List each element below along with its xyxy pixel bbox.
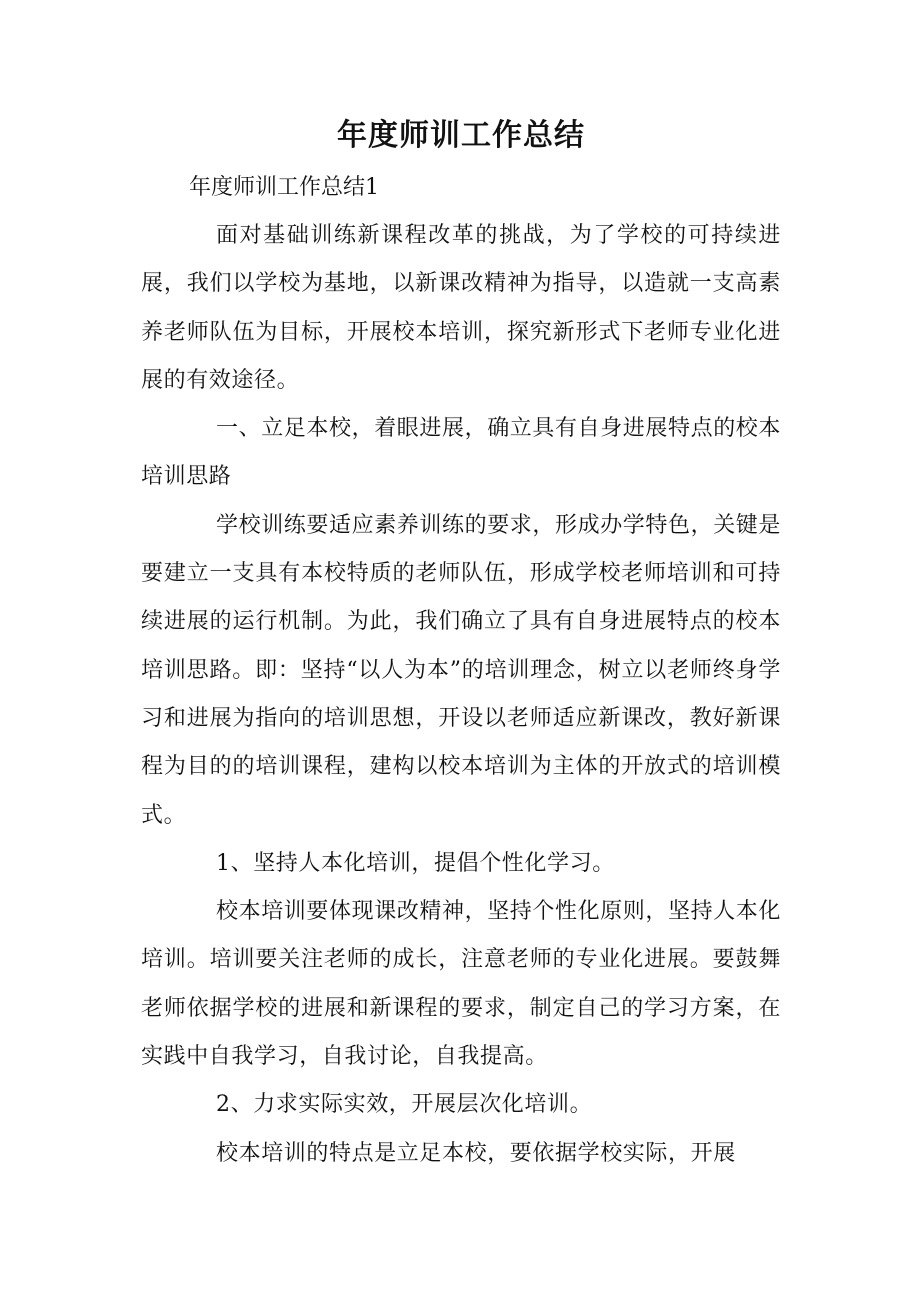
paragraph-point-two-body: 校本培训的特点是立足本校，要依据学校实际，开展	[216, 1140, 736, 1166]
paragraph-point-one-body: 校本培训要体现课改精神，坚持个性化原则，坚持人本化培训。培训要关注老师的成长，注意老师的专业化进展。要鼓舞老师依据学校的进展和新课程的要求，制定自己的学习方案，在实践中自我学习，自我讨论，自我提高。	[141, 899, 782, 1070]
paragraph-point-one-heading: 1、坚持人本化培训，提倡个性化学习。	[216, 850, 615, 876]
paragraph-intro: 面对基础训练新课程改革的挑战，为了学校的可持续进展，我们以学校为基地，以新课改精神为指导，以造就一支高素养老师队伍为目标，开展校本培训，探究新形式下老师专业化进展的有效途径。	[141, 223, 781, 393]
document-subtitle: 年度师训工作总结1	[189, 175, 379, 200]
paragraph-section-one-body: 学校训练要适应素养训练的要求，形成办学特色，关键是要建立一支具有本校特质的老师队伍，形成学校老师培训和可持续进展的运行机制。为此，我们确立了具有自身进展特点的校本培训思路。即：坚持“以人为本”的培训理念，树立以老师终身学习和进展为指向的培训思想，开设以老师适应新课改，教好新课程为目的的培训课程，建构以校本培训为主体的开放式的培训模式。	[141, 512, 782, 828]
paragraph-section-one-heading: 一、立足本校，着眼进展，确立具有自身进展特点的校本培训思路	[141, 416, 782, 490]
paragraph-point-two-heading: 2、力求实际实效，开展层次化培训。	[216, 1092, 593, 1118]
document-title: 年度师训工作总结	[337, 118, 585, 153]
